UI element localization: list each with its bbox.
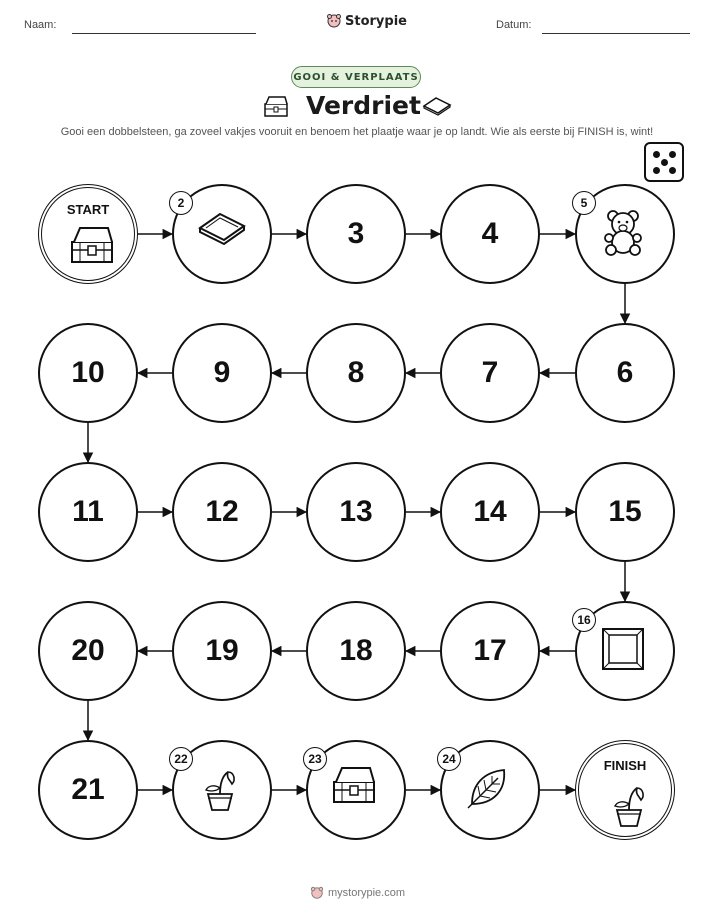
start-cell[interactable] (38, 184, 138, 284)
cell-number: 19 (205, 634, 239, 667)
cell-number: 20 (71, 634, 105, 667)
date-label: Datum: (496, 19, 532, 31)
cell-badge: 23 (303, 747, 327, 771)
picture-frame-icon (599, 625, 647, 677)
board-cell-3[interactable] (306, 184, 406, 284)
board-cell-14[interactable] (440, 462, 540, 562)
board-cell-21[interactable] (38, 740, 138, 840)
board-cell-11[interactable] (38, 462, 138, 562)
board-cell-4[interactable] (440, 184, 540, 284)
cell-badge: 22 (169, 747, 193, 771)
board-cell-10[interactable] (38, 323, 138, 423)
cell-badge: 2 (169, 191, 193, 215)
activity-badge: GOOI & VERPLAATS (291, 66, 421, 88)
brand-name: Storypie (345, 13, 407, 29)
board-cell-17[interactable] (440, 601, 540, 701)
page-title: Verdriet (306, 91, 421, 120)
wilted-flower-icon (196, 764, 244, 816)
cell-badge: 5 (572, 191, 596, 215)
cell-number: 21 (71, 773, 105, 806)
teddy-bear-icon (599, 208, 647, 260)
date-line[interactable] (542, 33, 690, 34)
name-line[interactable] (72, 33, 256, 34)
treasure-chest-icon (263, 94, 289, 118)
cell-badge: 16 (572, 608, 596, 632)
cell-number: 9 (213, 356, 231, 389)
board-cell-12[interactable] (172, 462, 272, 562)
name-label: Naam: (24, 19, 57, 31)
board-cell-22[interactable] (172, 740, 272, 840)
cell-number: 11 (72, 495, 104, 528)
instructions: Gooi een dobbelsteen, ga zoveel vakjes vooruit en benoem het plaatje waar je op landt. Wie als eerste bij FINISH is, wint! (60, 126, 654, 138)
finish-cell[interactable] (575, 740, 675, 840)
treasure-chest-icon (68, 224, 116, 268)
cell-number: 12 (205, 495, 239, 528)
board-cell-9[interactable] (172, 323, 272, 423)
footer-url: mystorypie.com (328, 887, 406, 899)
mascot-icon (326, 13, 342, 29)
leaf-icon (464, 764, 512, 816)
napkin-icon (196, 208, 248, 252)
footer (310, 886, 405, 900)
start-label: START (66, 202, 110, 217)
brand-logo (326, 13, 407, 29)
cell-number: 14 (473, 495, 507, 528)
board-cell-7[interactable] (440, 323, 540, 423)
cell-badge: 24 (437, 747, 461, 771)
board-cell-2[interactable] (172, 184, 272, 284)
cell-number: 7 (481, 356, 499, 389)
cell-number: 15 (608, 495, 642, 528)
board-cell-6[interactable] (575, 323, 675, 423)
board-cell-19[interactable] (172, 601, 272, 701)
cell-number: 8 (347, 356, 365, 389)
board-cell-18[interactable] (306, 601, 406, 701)
board-cell-23[interactable] (306, 740, 406, 840)
board-cell-20[interactable] (38, 601, 138, 701)
cell-number: 3 (347, 217, 365, 250)
cell-number: 10 (71, 356, 105, 389)
wilted-flower-icon (605, 780, 653, 832)
mascot-icon (310, 886, 324, 900)
napkin-icon (421, 96, 453, 116)
board-cell-16[interactable] (575, 601, 675, 701)
cell-number: 17 (473, 634, 507, 667)
finish-label: FINISH (603, 758, 647, 773)
board-cell-13[interactable] (306, 462, 406, 562)
board-cell-24[interactable] (440, 740, 540, 840)
cell-number: 6 (616, 356, 634, 389)
board-cell-8[interactable] (306, 323, 406, 423)
die-icon (644, 142, 684, 182)
board-cell-15[interactable] (575, 462, 675, 562)
cell-number: 13 (339, 495, 373, 528)
cell-number: 4 (481, 217, 499, 250)
treasure-chest-icon (330, 764, 378, 808)
cell-number: 18 (339, 634, 373, 667)
board-cell-5[interactable] (575, 184, 675, 284)
